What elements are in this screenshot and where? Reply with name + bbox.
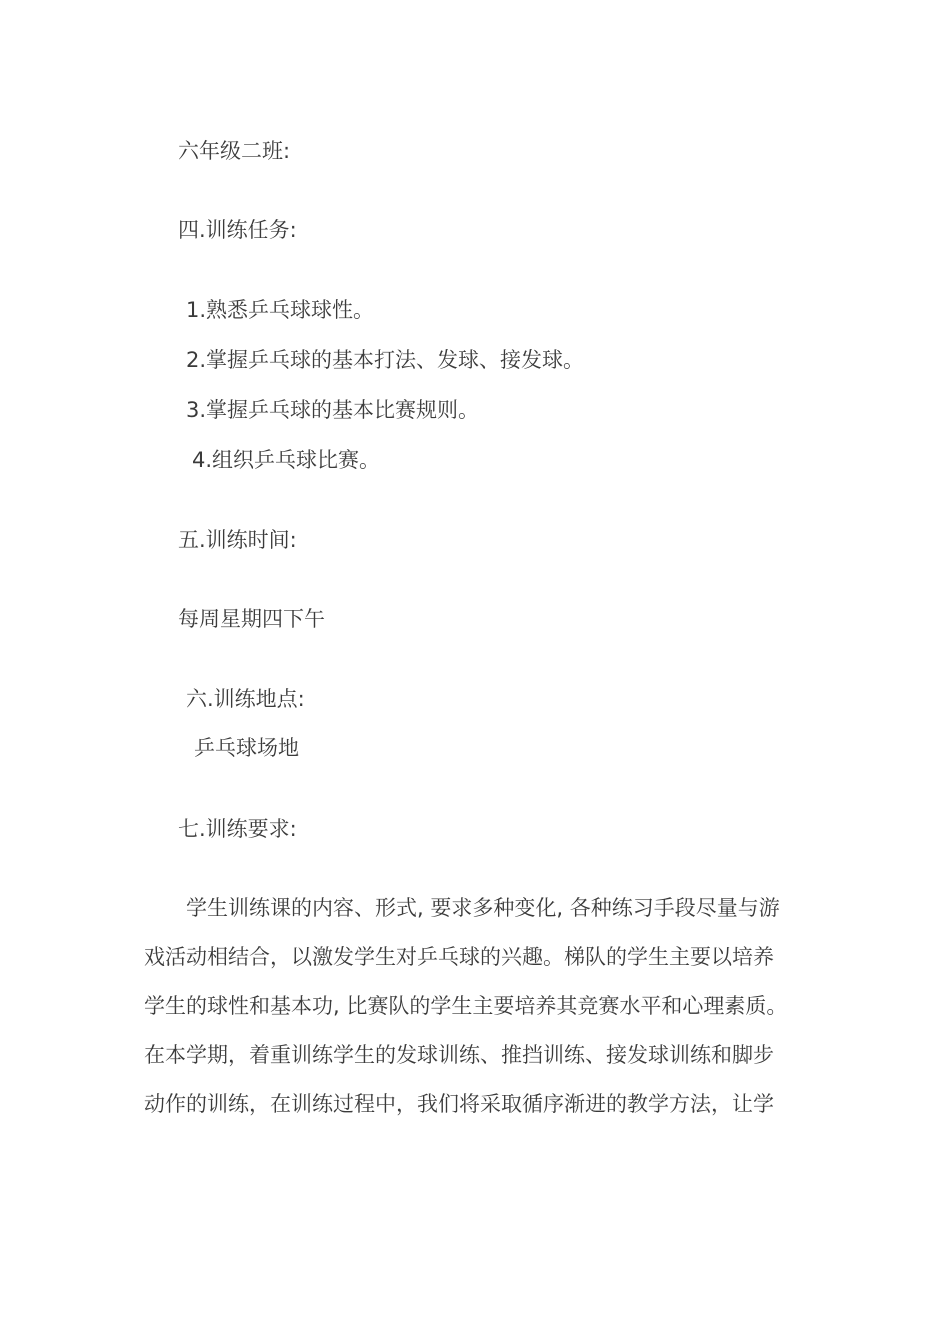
class-label: 六年级二班: <box>178 139 291 163</box>
section-heading-place: 六.训练地点: <box>186 687 305 711</box>
task-item: 3.掌握乒乓球的基本比赛规则。 <box>186 398 480 422</box>
section-heading-requirements: 七.训练要求: <box>178 817 297 841</box>
paragraph-line: 动作的训练，在训练过程中，我们将采取循序渐进的教学方法，让学 <box>144 1092 774 1116</box>
section-heading-tasks: 四.训练任务: <box>178 218 297 242</box>
paragraph-line: 戏活动相结合，以激发学生对乒乓球的兴趣。梯队的学生主要以培养 <box>144 945 774 969</box>
section-heading-time: 五.训练时间: <box>178 528 297 552</box>
training-place: 乒乓球场地 <box>194 736 299 760</box>
paragraph-line: 在本学期，着重训练学生的发球训练、推挡训练、接发球训练和脚步 <box>144 1043 774 1067</box>
training-time: 每周星期四下午 <box>178 607 325 631</box>
task-item: 1.熟悉乒乓球球性。 <box>186 298 375 322</box>
task-item: 4.组织乒乓球比赛。 <box>192 448 381 472</box>
requirements-paragraph <box>144 894 824 1139</box>
paragraph-line: 学生训练课的内容、形式, 要求多种变化, 各种练习手段尽量与游 <box>186 896 780 920</box>
task-item: 2.掌握乒乓球的基本打法、发球、接发球。 <box>186 348 585 372</box>
paragraph-line: 学生的球性和基本功, 比赛队的学生主要培养其竞赛水平和心理素质。 <box>144 994 788 1018</box>
